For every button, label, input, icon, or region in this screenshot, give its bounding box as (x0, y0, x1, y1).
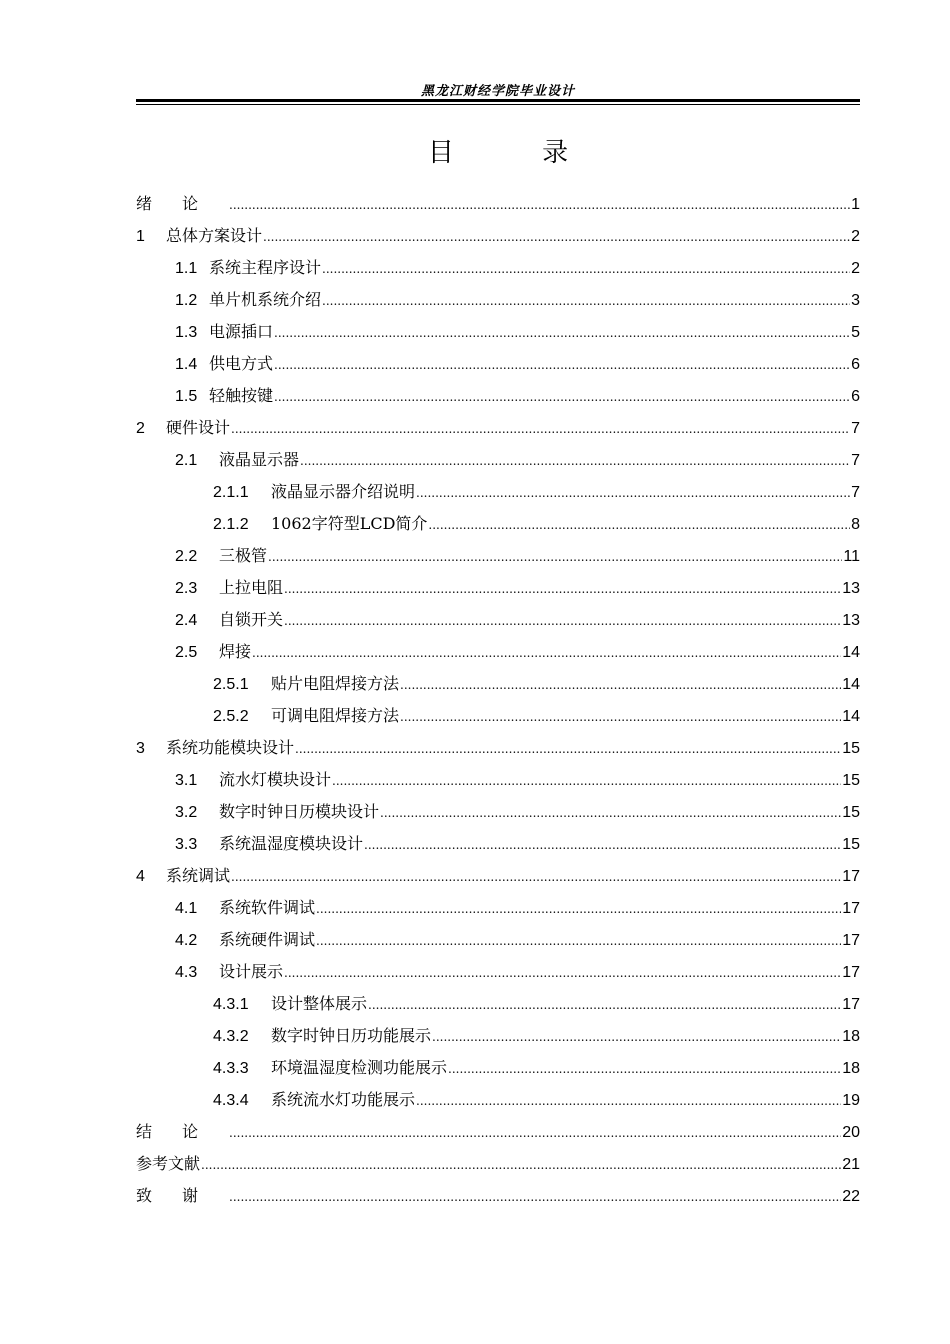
toc-entry[interactable] (136, 1180, 860, 1212)
toc-entry-page: 6 (851, 356, 860, 373)
toc-entry-page: 13 (842, 580, 860, 597)
toc-entry[interactable] (136, 764, 860, 796)
toc-entry-label: 数字时钟日历功能展示 (271, 1026, 432, 1045)
toc-entry-label: 设计整体展示 (271, 994, 368, 1013)
toc-entry[interactable] (136, 252, 860, 284)
toc-entry-label: 电源插口 (209, 322, 274, 341)
toc-entry[interactable] (136, 988, 860, 1020)
toc-leader-dots (316, 924, 841, 957)
toc-leader-dots (400, 668, 841, 701)
toc-entry-label: 结论 (136, 1122, 229, 1141)
toc-entry-label: 参考文献 (136, 1154, 201, 1173)
toc-entry-label: 系统调试 (166, 866, 231, 885)
toc-leader-dots (400, 700, 841, 733)
toc-leader-dots (274, 348, 850, 381)
toc-leader-dots (284, 572, 841, 605)
toc-entry-page: 13 (842, 612, 860, 629)
toc-entry-number: 3.1 (175, 772, 198, 789)
toc-entry[interactable] (136, 412, 860, 444)
toc-entry-label: 系统流水灯功能展示 (271, 1090, 416, 1109)
toc-entry-label: 系统主程序设计 (209, 258, 322, 277)
toc-entry-number: 2.1 (175, 452, 198, 469)
toc-entry-page: 2 (851, 228, 860, 245)
toc-entry[interactable] (136, 924, 860, 956)
toc-entry-number: 3.2 (175, 804, 198, 821)
toc-entry-page: 18 (842, 1028, 860, 1045)
toc-entry-number: 3 (136, 740, 145, 757)
toc-leader-dots (322, 284, 850, 317)
toc-entry-page: 21 (842, 1156, 860, 1173)
toc-entry-page: 7 (851, 420, 860, 437)
toc-leader-dots (231, 860, 841, 893)
toc-entry-page: 17 (842, 868, 860, 885)
toc-entry-page: 15 (842, 772, 860, 789)
toc-entry-label: 绪论 (136, 194, 229, 213)
toc-entry-number: 1.3 (175, 324, 198, 341)
toc-entry-label: 贴片电阻焊接方法 (271, 674, 400, 693)
toc-leader-dots (428, 508, 850, 541)
toc-entry-page: 3 (851, 292, 860, 309)
toc-entry[interactable] (136, 540, 860, 572)
toc-leader-dots (201, 1148, 841, 1181)
toc-entry[interactable] (136, 796, 860, 828)
toc-entry-label: 单片机系统介绍 (209, 290, 322, 309)
toc-leader-dots (332, 764, 841, 797)
toc-entry-label: 硬件设计 (166, 418, 231, 437)
toc-entry-page: 17 (842, 932, 860, 949)
toc-entry-page: 18 (842, 1060, 860, 1077)
toc-entry-number: 1.1 (175, 260, 198, 277)
toc-entry-label: 环境温湿度检测功能展示 (271, 1058, 448, 1077)
toc-entry-label: 焊接 (219, 642, 252, 661)
toc-leader-dots (364, 828, 841, 861)
toc-leader-dots (380, 796, 841, 829)
toc-entry-label: 轻触按键 (209, 386, 274, 405)
toc-entry-number: 2.5.1 (213, 676, 249, 693)
toc-entry-label: 供电方式 (209, 354, 274, 373)
toc-leader-dots (252, 636, 841, 669)
toc-entry-page: 5 (851, 324, 860, 341)
toc-entry[interactable] (136, 316, 860, 348)
toc-leader-dots (284, 604, 841, 637)
toc-entry[interactable] (136, 828, 860, 860)
toc-entry-number: 1.5 (175, 388, 198, 405)
toc-entry-label: 三极管 (219, 546, 268, 565)
toc-entry-page: 8 (851, 516, 860, 533)
toc-entry-page: 11 (843, 548, 860, 565)
toc-entry-label: 1062字符型LCD简介 (271, 514, 428, 533)
toc-leader-dots (274, 316, 850, 349)
toc-entry-page: 22 (842, 1188, 860, 1205)
toc-entry-number: 4.3 (175, 964, 198, 981)
toc-entry-label: 系统功能模块设计 (166, 738, 295, 757)
toc-entry-page: 14 (842, 708, 860, 725)
toc-entry-label: 数字时钟日历模块设计 (219, 802, 380, 821)
toc-entry-number: 4.2 (175, 932, 198, 949)
toc-entry[interactable] (136, 508, 860, 540)
toc-entry[interactable] (136, 892, 860, 924)
toc-leader-dots (432, 1020, 841, 1053)
toc-entry[interactable] (136, 188, 860, 220)
toc-entry-label: 设计展示 (219, 962, 284, 981)
toc-entry[interactable] (136, 1020, 860, 1052)
toc-entry-number: 4.1 (175, 900, 198, 917)
header-rule-thick (136, 99, 860, 102)
toc-entry-label: 上拉电阻 (219, 578, 284, 597)
toc-entry[interactable] (136, 1084, 860, 1116)
toc-leader-dots (448, 1052, 841, 1085)
toc-entry[interactable] (136, 700, 860, 732)
toc-leader-dots (316, 892, 841, 925)
toc-entry[interactable] (136, 572, 860, 604)
toc-entry[interactable] (136, 604, 860, 636)
page-title: 目 录 (427, 138, 609, 168)
toc-leader-dots (416, 476, 850, 509)
toc-entry-page: 2 (851, 260, 860, 277)
toc-entry-number: 2.2 (175, 548, 198, 565)
running-header: 黑龙江财经学院毕业设计 (420, 84, 575, 99)
toc-entry-page: 19 (842, 1092, 860, 1109)
toc-entry[interactable] (136, 284, 860, 316)
toc-entry-page: 17 (842, 996, 860, 1013)
toc-entry-page: 7 (851, 452, 860, 469)
toc-entry-label: 流水灯模块设计 (219, 770, 332, 789)
toc-entry-number: 2 (136, 420, 145, 437)
toc-entry[interactable] (136, 1148, 860, 1180)
toc-entry-number: 2.4 (175, 612, 198, 629)
header-rule-thin (136, 104, 860, 105)
toc-leader-dots (416, 1084, 841, 1117)
table-of-contents (136, 188, 860, 1212)
toc-entry-label: 系统温湿度模块设计 (219, 834, 364, 853)
toc-entry[interactable] (136, 860, 860, 892)
toc-entry-page: 7 (851, 484, 860, 501)
toc-entry-number: 4.3.4 (213, 1092, 249, 1109)
toc-entry-number: 4 (136, 868, 145, 885)
toc-leader-dots (284, 956, 841, 989)
toc-entry-label: 系统软件调试 (219, 898, 316, 917)
toc-entry-number: 4.3.1 (213, 996, 249, 1013)
toc-entry-label: 液晶显示器介绍说明 (271, 482, 416, 501)
toc-entry[interactable] (136, 476, 860, 508)
toc-entry-label: 液晶显示器 (219, 450, 300, 469)
toc-entry-page: 15 (842, 804, 860, 821)
toc-leader-dots (229, 1116, 841, 1149)
toc-entry-page: 14 (842, 644, 860, 661)
toc-entry-number: 1.4 (175, 356, 198, 373)
toc-entry-number: 4.3.2 (213, 1028, 249, 1045)
toc-leader-dots (274, 380, 850, 413)
toc-entry-number: 1 (136, 228, 145, 245)
toc-leader-dots (322, 252, 850, 285)
toc-entry-number: 2.1.1 (213, 484, 249, 501)
toc-leader-dots (229, 1180, 841, 1213)
toc-entry-label: 致谢 (136, 1186, 229, 1205)
toc-entry[interactable] (136, 1116, 860, 1148)
toc-entry[interactable] (136, 732, 860, 764)
toc-leader-dots (295, 732, 841, 765)
toc-entry-label: 自锁开关 (219, 610, 284, 629)
toc-leader-dots (300, 444, 850, 477)
toc-entry-number: 2.1.2 (213, 516, 249, 533)
toc-entry-number: 2.5.2 (213, 708, 249, 725)
toc-entry-label: 可调电阻焊接方法 (271, 706, 400, 725)
toc-entry-page: 15 (842, 740, 860, 757)
toc-entry-number: 2.3 (175, 580, 198, 597)
toc-entry-number: 3.3 (175, 836, 198, 853)
toc-entry-number: 1.2 (175, 292, 198, 309)
toc-entry[interactable] (136, 348, 860, 380)
toc-entry-page: 1 (851, 196, 860, 213)
toc-leader-dots (229, 188, 850, 221)
toc-leader-dots (231, 412, 850, 445)
toc-entry[interactable] (136, 668, 860, 700)
toc-entry-label: 总体方案设计 (166, 226, 263, 245)
toc-entry-number: 2.5 (175, 644, 198, 661)
toc-entry[interactable] (136, 956, 860, 988)
toc-entry-number: 4.3.3 (213, 1060, 249, 1077)
toc-leader-dots (368, 988, 841, 1021)
toc-entry-page: 17 (842, 900, 860, 917)
toc-entry-page: 14 (842, 676, 860, 693)
toc-entry-page: 15 (842, 836, 860, 853)
toc-entry[interactable] (136, 380, 860, 412)
toc-entry-page: 20 (842, 1124, 860, 1141)
toc-entry[interactable] (136, 636, 860, 668)
toc-leader-dots (268, 540, 842, 573)
toc-entry-page: 6 (851, 388, 860, 405)
toc-entry[interactable] (136, 1052, 860, 1084)
toc-entry-page: 17 (842, 964, 860, 981)
toc-entry[interactable] (136, 444, 860, 476)
toc-entry-label: 系统硬件调试 (219, 930, 316, 949)
toc-leader-dots (263, 220, 850, 253)
toc-entry[interactable] (136, 220, 860, 252)
